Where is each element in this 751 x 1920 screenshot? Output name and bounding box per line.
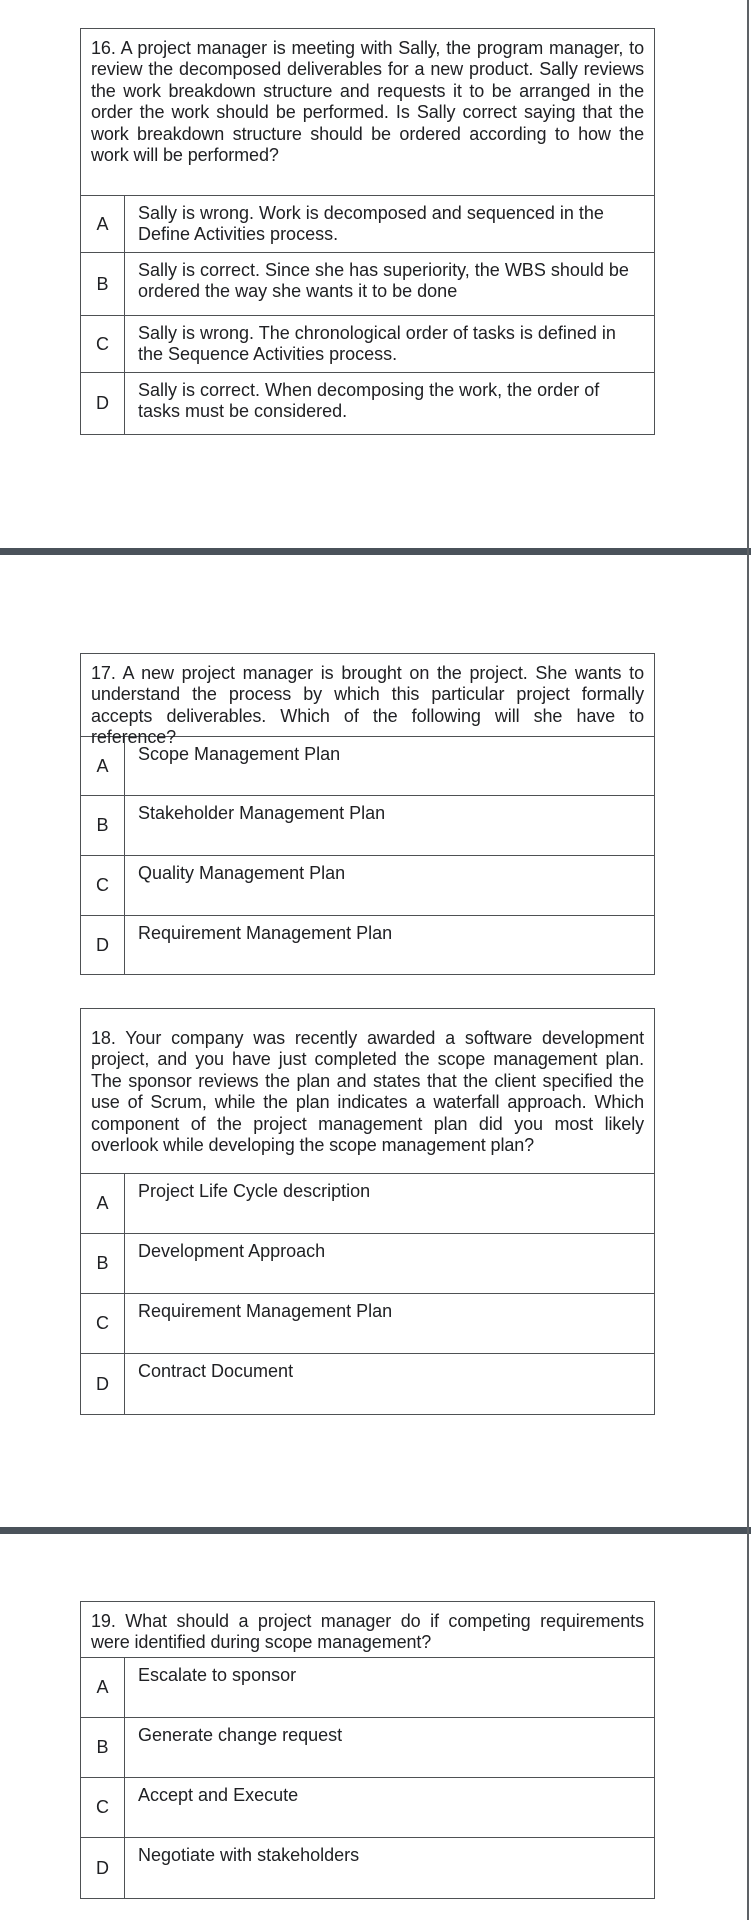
- option-letter: B: [81, 253, 125, 315]
- option-letter: C: [81, 1778, 125, 1837]
- question-16-option-d[interactable]: [81, 373, 654, 434]
- option-letter: C: [81, 1294, 125, 1353]
- option-text: Sally is correct. Since she has superiority, the WBS should be ordered the way she wants it to be done: [138, 260, 629, 302]
- page-divider: [0, 548, 751, 555]
- option-text: Accept and Execute: [138, 1785, 299, 1805]
- page-right-edge-line: [747, 0, 749, 1920]
- option-text: Sally is wrong. Work is decomposed and sequenced in the Define Activities process.: [138, 203, 604, 245]
- question-16-option-b[interactable]: [81, 253, 654, 316]
- question-17-card: [80, 653, 655, 975]
- question-18-option-a[interactable]: [81, 1174, 654, 1234]
- option-text: Quality Management Plan: [138, 863, 346, 883]
- question-17-text: 17. A new project manager is brought on the project. She wants to understand the process by which this particular project formally accepts deliverables. Which of the following will she have to reference?: [81, 654, 654, 737]
- option-text: Sally is correct. When decomposing the work, the order of tasks must be considered.: [138, 380, 600, 422]
- question-17-option-a[interactable]: [81, 737, 654, 796]
- question-17-option-b[interactable]: [81, 796, 654, 856]
- option-letter: A: [81, 196, 125, 252]
- option-letter: B: [81, 796, 125, 855]
- option-letter: A: [81, 737, 125, 795]
- option-letter: D: [81, 1354, 125, 1414]
- question-16-text: 16. A project manager is meeting with Sally, the program manager, to review the decomposed deliverables for a new product. Sally reviews the work breakdown structure and requests it to be arranged in the order the work should be performed. Is Sally correct saying that the work breakdown structure should be ordered according to how the work will be performed?: [81, 29, 654, 196]
- question-18-option-c[interactable]: [81, 1294, 654, 1354]
- option-letter: C: [81, 316, 125, 372]
- option-text: Escalate to sponsor: [138, 1665, 297, 1685]
- option-text: Negotiate with stakeholders: [138, 1845, 360, 1865]
- option-letter: A: [81, 1174, 125, 1233]
- option-letter: D: [81, 916, 125, 974]
- question-16-card: [80, 28, 655, 435]
- question-17-option-c[interactable]: [81, 856, 654, 916]
- option-text: Stakeholder Management Plan: [138, 803, 386, 823]
- option-text: Contract Document: [138, 1361, 294, 1381]
- question-17-option-d[interactable]: [81, 916, 654, 974]
- question-16-option-c[interactable]: [81, 316, 654, 373]
- option-letter: C: [81, 856, 125, 915]
- question-19-option-d[interactable]: [81, 1838, 654, 1898]
- page-divider: [0, 1527, 751, 1534]
- option-text: Requirement Management Plan: [138, 1301, 393, 1321]
- option-letter: D: [81, 1838, 125, 1898]
- question-19-option-a[interactable]: [81, 1658, 654, 1718]
- question-18-card: [80, 1008, 655, 1415]
- option-text: Development Approach: [138, 1241, 326, 1261]
- option-letter: D: [81, 373, 125, 434]
- option-text: Scope Management Plan: [138, 744, 341, 764]
- question-16-option-a[interactable]: [81, 196, 654, 253]
- question-18-text: 18. Your company was recently awarded a software development project, and you have just completed the scope management plan. The sponsor reviews the plan and states that the client specified the use of Scrum, while the plan indicates a waterfall approach. Which component of the project management plan did you most likely overlook while developing the scope management plan?: [81, 1009, 654, 1174]
- option-text: Generate change request: [138, 1725, 343, 1745]
- question-19-option-c[interactable]: [81, 1778, 654, 1838]
- option-text: Requirement Management Plan: [138, 923, 393, 943]
- option-text: Project Life Cycle description: [138, 1181, 371, 1201]
- question-18-option-b[interactable]: [81, 1234, 654, 1294]
- question-19-option-b[interactable]: [81, 1718, 654, 1778]
- option-letter: A: [81, 1658, 125, 1717]
- option-letter: B: [81, 1234, 125, 1293]
- question-18-option-d[interactable]: [81, 1354, 654, 1414]
- option-letter: B: [81, 1718, 125, 1777]
- question-19-card: [80, 1601, 655, 1899]
- question-19-text: 19. What should a project manager do if competing requirements were identified during scope management?: [81, 1602, 654, 1658]
- option-text: Sally is wrong. The chronological order of tasks is defined in the Sequence Activities process.: [138, 323, 616, 365]
